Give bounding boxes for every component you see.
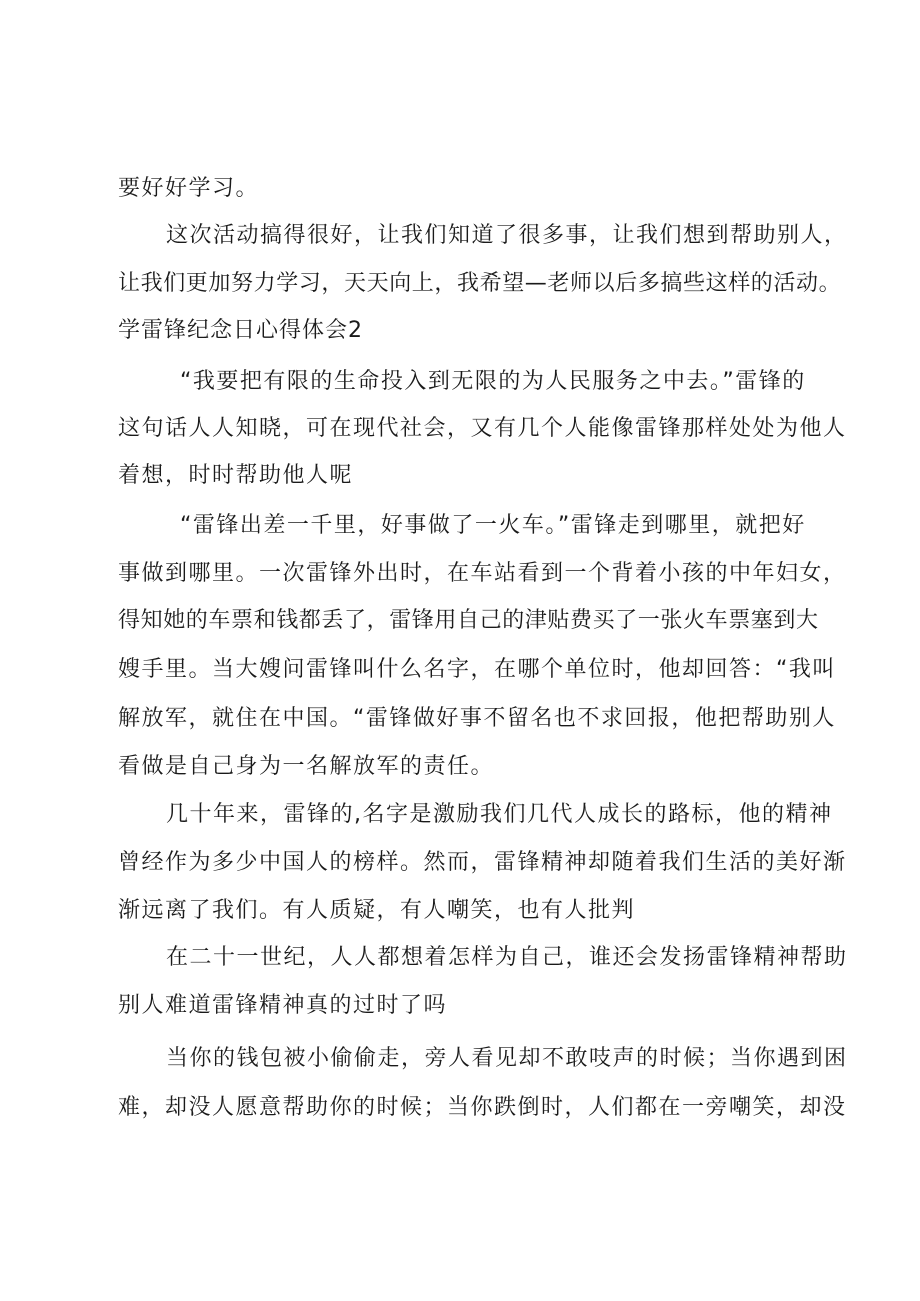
text-line: 这次活动搞得很好，让我们知道了很多事，让我们想到帮助别人， [166,223,848,248]
text-line: 几十年来，雷锋的,名字是激励我们几代人成长的路标，他的精神 [166,802,833,827]
text-line: 着想，时时帮助他人呢 [118,463,354,488]
text-line: 让我们更加努力学习，天天向上，我希望—老师以后多搞些这样的活动。 [118,271,842,296]
text-line: 得知她的车票和钱都丢了，雷锋用自己的津贴费买了一张火车票塞到大 [118,608,819,633]
text-line: 看做是自己身为一名解放军的责任。 [118,754,495,779]
text-line: “雷锋出差一千里，好事做了一火车。”雷锋走到哪里，就把好 [180,513,806,538]
section-title: 学雷锋纪念日心得体会2 [118,318,363,343]
text-line: 难，却没人愿意帮助你的时候；当你跌倒时，人们都在一旁嘲笑，却没 [118,1095,847,1120]
text-line: 在二十一世纪，人人都想着怎样为自己，谁还会发扬雷锋精神帮助 [166,945,848,970]
text-line: 当你的钱包被小偷偷走，旁人看见却不敢吱声的时候；当你遇到困 [166,1046,848,1071]
text-line: “我要把有限的生命投入到无限的为人民服务之中去。”雷锋的 [180,369,806,394]
text-line: 解放军，就住在中国。“雷锋做好事不留名也不求回报，他把帮助别人 [118,706,836,731]
text-line: 别人难道雷锋精神真的过时了吗 [118,993,448,1018]
text-line: 曾经作为多少中国人的榜样。然而，雷锋精神却随着我们生活的美好渐 [118,850,847,875]
text-line: 要好好学习。 [118,176,260,201]
text-line: 渐远离了我们。有人质疑，有人嘲笑，也有人批判 [118,898,636,923]
text-line: 这句话人人知晓，可在现代社会，又有几个人能像雷锋那样处处为他人 [118,416,847,441]
text-line: 嫂手里。当大嫂问雷锋叫什么名字，在哪个单位时，他却回答：“我叫 [118,657,836,682]
text-line: 事做到哪里。一次雷锋外出时，在车站看到一个背着小孩的中年妇女， [118,561,847,586]
